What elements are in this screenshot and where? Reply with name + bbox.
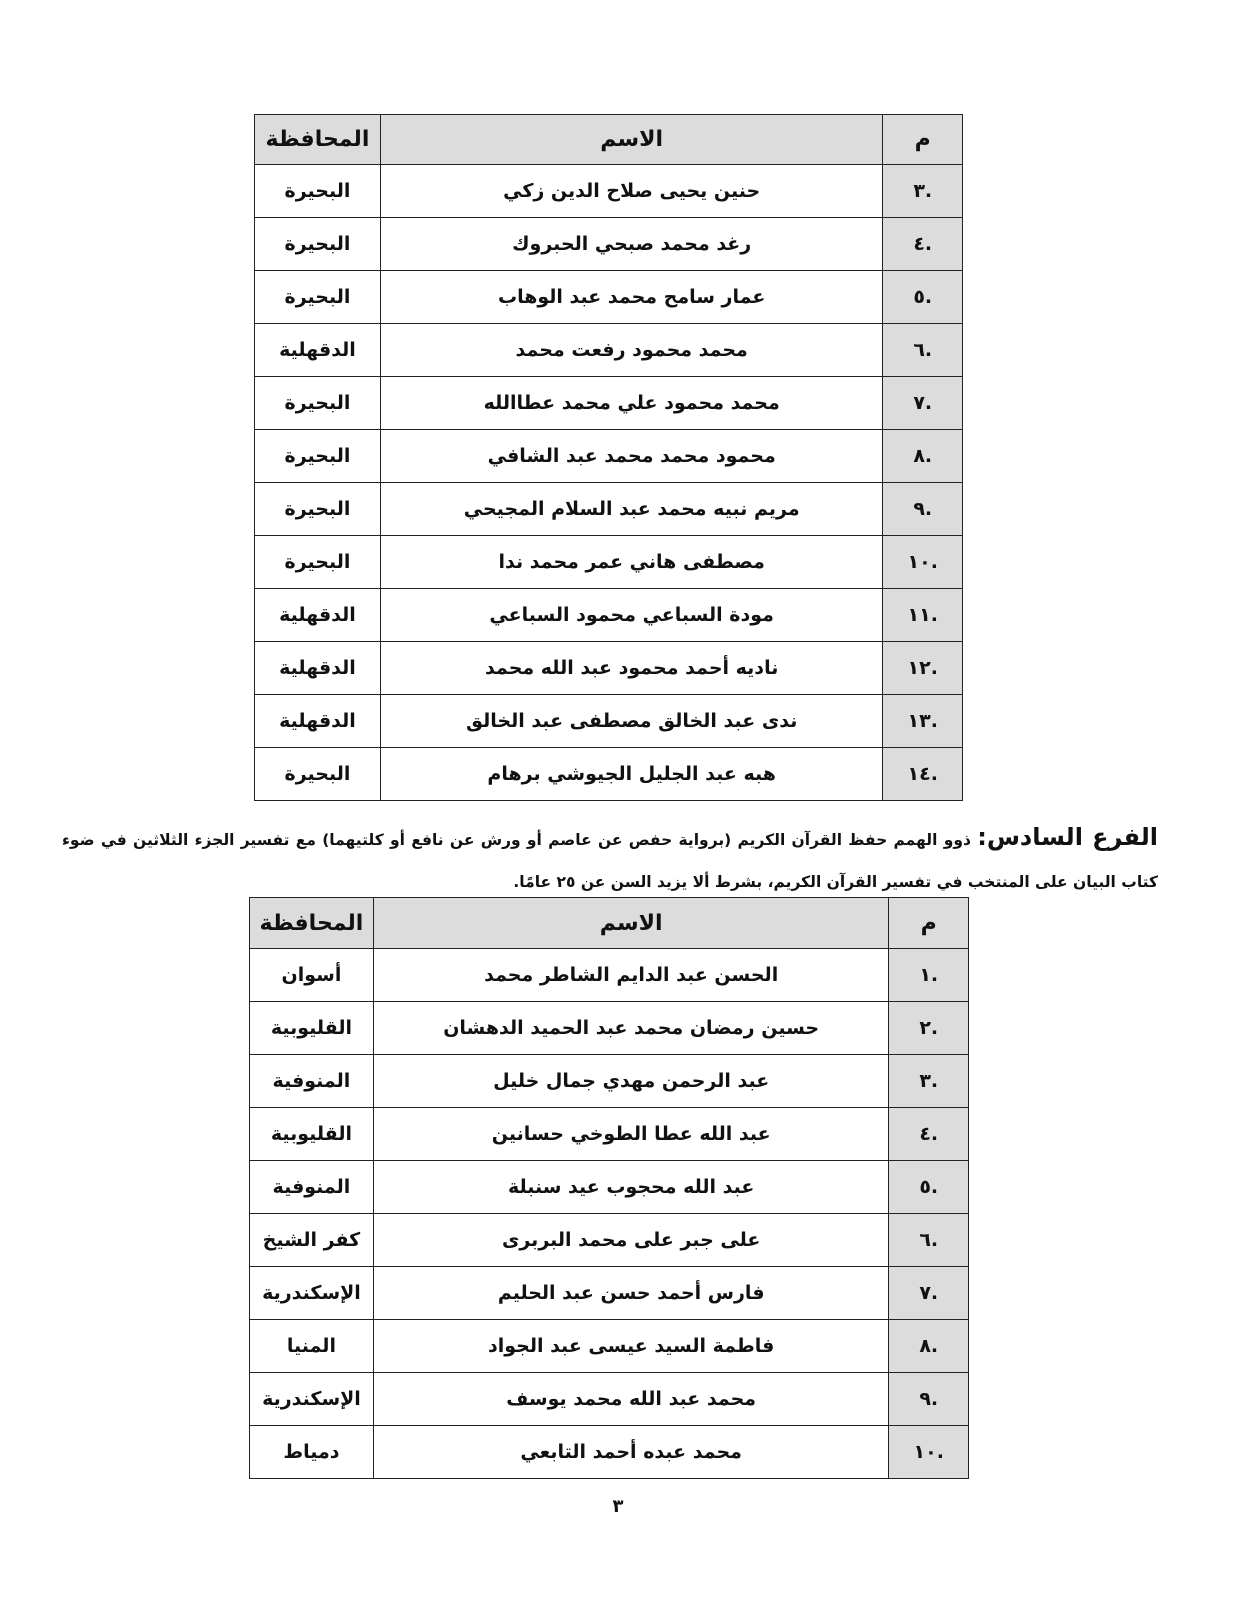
roster-table-1 <box>254 114 963 801</box>
participant-name-cell: مريم نبيه محمد عبد السلام المجيحي <box>380 483 883 536</box>
participant-name-cell: عمار سامح محمد عبد الوهاب <box>380 271 883 324</box>
row-number-cell: .٦ <box>889 1214 969 1267</box>
governorate-cell: البحيرة <box>255 377 381 430</box>
row-number-cell: .٣ <box>889 1055 969 1108</box>
row-number-cell: .٥ <box>889 1161 969 1214</box>
row-number-cell: .٨ <box>883 430 963 483</box>
participant-name-cell: محمود محمد محمد عبد الشافي <box>380 430 883 483</box>
row-number-cell: .٣ <box>883 165 963 218</box>
governorate-cell: الدقهلية <box>255 642 381 695</box>
participant-name-cell: محمد عبده أحمد التابعي <box>373 1426 889 1479</box>
table-row <box>255 430 963 483</box>
table-row <box>250 1108 969 1161</box>
section-body-text: ذوو الهمم حفظ القرآن الكريم (برواية حفص عن عاصم أو ورش عن نافع أو كلتيهما) مع تفسير الجزء الثلاثين في ضوء كتاب البيان على المنتخب في تفسير القرآن الكريم، بشرط ألا يزيد السن عن ٢٥ عامًا. <box>62 831 1158 891</box>
participant-name-cell: على جبر على محمد البربرى <box>373 1214 889 1267</box>
governorate-cell: البحيرة <box>255 218 381 271</box>
roster-table-2-body <box>250 949 969 1479</box>
governorate-cell: الدقهلية <box>255 695 381 748</box>
row-number-cell: .١ <box>889 949 969 1002</box>
participant-name-cell: عبد الله عطا الطوخي حسانين <box>373 1108 889 1161</box>
header-name: الاسم <box>380 115 883 165</box>
participant-name-cell: محمد محمود رفعت محمد <box>380 324 883 377</box>
row-number-cell: .٥ <box>883 271 963 324</box>
participant-name-cell: عبد الله محجوب عيد سنبلة <box>373 1161 889 1214</box>
table-row <box>250 1055 969 1108</box>
section-heading: الفرع السادس: <box>977 823 1158 851</box>
table-row <box>250 1267 969 1320</box>
participant-name-cell: ندى عبد الخالق مصطفى عبد الخالق <box>380 695 883 748</box>
table-row <box>255 271 963 324</box>
table-row <box>255 483 963 536</box>
row-number-cell: .٢ <box>889 1002 969 1055</box>
row-number-cell: .٩ <box>889 1373 969 1426</box>
row-number-cell: .٧ <box>889 1267 969 1320</box>
table-row <box>250 1002 969 1055</box>
participant-name-cell: حسين رمضان محمد عبد الحميد الدهشان <box>373 1002 889 1055</box>
participant-name-cell: حنين يحيى صلاح الدين زكي <box>380 165 883 218</box>
governorate-cell: الدقهلية <box>255 589 381 642</box>
row-number-cell: .١٤ <box>883 748 963 801</box>
governorate-cell: القليوبية <box>250 1002 374 1055</box>
table-row <box>250 1320 969 1373</box>
participant-name-cell: هبه عبد الجليل الجيوشي برهام <box>380 748 883 801</box>
table-row <box>255 695 963 748</box>
table-row <box>250 1214 969 1267</box>
governorate-cell: البحيرة <box>255 165 381 218</box>
table-row <box>250 1426 969 1479</box>
row-number-cell: .١٢ <box>883 642 963 695</box>
participant-name-cell: محمد عبد الله محمد يوسف <box>373 1373 889 1426</box>
governorate-cell: الدقهلية <box>255 324 381 377</box>
table-row <box>255 218 963 271</box>
row-number-cell: .١٣ <box>883 695 963 748</box>
participant-name-cell: عبد الرحمن مهدي جمال خليل <box>373 1055 889 1108</box>
table-row <box>255 165 963 218</box>
section-description <box>62 816 1158 903</box>
governorate-cell: المنوفية <box>250 1055 374 1108</box>
table-row <box>255 324 963 377</box>
table-row <box>255 589 963 642</box>
governorate-cell: كفر الشيخ <box>250 1214 374 1267</box>
table-row <box>255 536 963 589</box>
participant-name-cell: مودة السباعي محمود السباعي <box>380 589 883 642</box>
header-name: الاسم <box>373 898 889 949</box>
governorate-cell: البحيرة <box>255 536 381 589</box>
table-row <box>250 949 969 1002</box>
governorate-cell: البحيرة <box>255 483 381 536</box>
table-header-row <box>255 115 963 165</box>
row-number-cell: .١١ <box>883 589 963 642</box>
row-number-cell: .١٠ <box>883 536 963 589</box>
table-row <box>255 748 963 801</box>
governorate-cell: الإسكندرية <box>250 1267 374 1320</box>
governorate-cell: البحيرة <box>255 430 381 483</box>
row-number-cell: .٨ <box>889 1320 969 1373</box>
governorate-cell: أسوان <box>250 949 374 1002</box>
table-row <box>255 377 963 430</box>
participant-name-cell: فارس أحمد حسن عبد الحليم <box>373 1267 889 1320</box>
roster-table-1-body <box>255 165 963 801</box>
table-row <box>250 1373 969 1426</box>
table-header-row <box>250 898 969 949</box>
participant-name-cell: مصطفى هاني عمر محمد ندا <box>380 536 883 589</box>
row-number-cell: .٤ <box>883 218 963 271</box>
governorate-cell: القليوبية <box>250 1108 374 1161</box>
header-governorate: المحافظة <box>255 115 381 165</box>
participant-name-cell: ناديه أحمد محمود عبد الله محمد <box>380 642 883 695</box>
governorate-cell: المنوفية <box>250 1161 374 1214</box>
header-governorate: المحافظة <box>250 898 374 949</box>
table-row <box>255 642 963 695</box>
table-row <box>250 1161 969 1214</box>
participant-name-cell: رغد محمد صبحي الحبروك <box>380 218 883 271</box>
page-number: ٣ <box>612 1496 624 1517</box>
governorate-cell: الإسكندرية <box>250 1373 374 1426</box>
governorate-cell: البحيرة <box>255 748 381 801</box>
roster-table-2 <box>249 897 969 1479</box>
row-number-cell: .٩ <box>883 483 963 536</box>
governorate-cell: المنيا <box>250 1320 374 1373</box>
header-number: م <box>883 115 963 165</box>
participant-name-cell: فاطمة السيد عيسى عبد الجواد <box>373 1320 889 1373</box>
row-number-cell: .٤ <box>889 1108 969 1161</box>
participant-name-cell: الحسن عبد الدايم الشاطر محمد <box>373 949 889 1002</box>
participant-name-cell: محمد محمود علي محمد عطاالله <box>380 377 883 430</box>
governorate-cell: دمياط <box>250 1426 374 1479</box>
row-number-cell: .٦ <box>883 324 963 377</box>
row-number-cell: .٧ <box>883 377 963 430</box>
row-number-cell: .١٠ <box>889 1426 969 1479</box>
governorate-cell: البحيرة <box>255 271 381 324</box>
header-number: م <box>889 898 969 949</box>
